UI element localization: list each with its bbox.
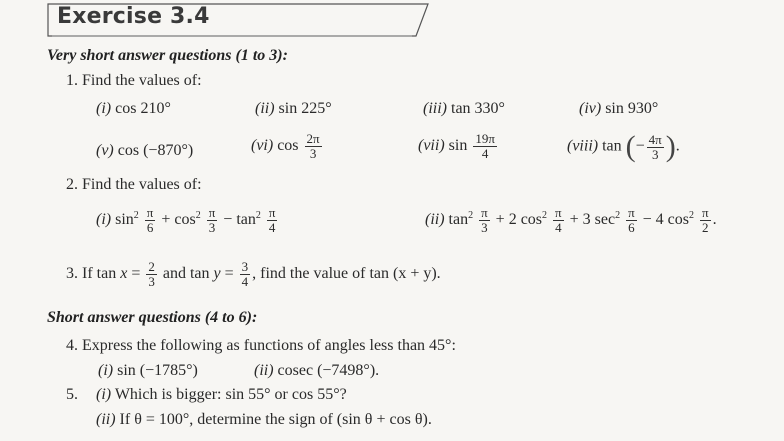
question-number: 2.: [66, 176, 78, 193]
fraction-denominator: 3: [481, 220, 488, 235]
fraction-denominator: 3: [148, 274, 155, 289]
term-function: tan: [448, 211, 469, 229]
left-paren-icon: (: [625, 130, 636, 163]
fraction: [473, 132, 497, 161]
item-label: (ii): [425, 211, 445, 229]
item-expression: sin 930°: [605, 100, 659, 117]
q1-item-vii: [418, 132, 499, 161]
fraction: [553, 206, 564, 235]
q5-item-ii: [96, 411, 432, 429]
page-title: Exercise 3.4: [57, 4, 210, 29]
fraction-numerator: 19π: [475, 131, 495, 146]
question-2: [66, 176, 202, 194]
fraction-denominator: 4: [481, 146, 489, 161]
item-expression: sin 225°: [278, 100, 332, 117]
term-function: + 3 sec: [569, 211, 616, 229]
fraction-numerator: 3: [241, 259, 249, 274]
q2-item-ii: [425, 206, 717, 235]
item-label: (i): [96, 386, 112, 403]
fraction-numerator: π: [628, 205, 635, 220]
section-heading-short: Short answer questions (4 to 6):: [47, 309, 258, 326]
minus-sign: −: [635, 137, 645, 155]
q1-item-viii: [567, 130, 680, 164]
q1-item-i: [96, 100, 171, 118]
fraction-numerator: 2π: [306, 131, 320, 146]
fraction-numerator: π: [702, 205, 709, 220]
term-exponent: 2: [468, 209, 474, 221]
term-exponent: 2: [542, 209, 548, 221]
q1-item-vi: [251, 132, 324, 161]
q4-item-i: [98, 362, 198, 380]
term-exponent: 2: [195, 209, 201, 221]
item-label: (ii): [96, 411, 116, 428]
trailing-period: .: [712, 211, 717, 229]
fraction: [207, 206, 218, 235]
item-text: If θ = 100°, determine the sign of (sin θ + cos θ).: [119, 411, 432, 428]
item-function: sin: [448, 137, 468, 155]
item-label: (iv): [579, 100, 602, 117]
fraction-denominator: 4: [241, 274, 249, 289]
q1-item-v: [96, 142, 193, 160]
fraction: [305, 132, 322, 161]
item-label: (vii): [418, 137, 445, 155]
item-label: (vi): [251, 137, 274, 155]
fraction-denominator: 3: [208, 220, 216, 235]
question-number: 3.: [66, 265, 78, 283]
q2-item-i: [96, 206, 279, 235]
item-expression: cos 210°: [115, 100, 171, 117]
question-4: [66, 337, 456, 355]
term-function: + 2 cos: [495, 211, 543, 229]
q1-item-iii: [423, 100, 505, 118]
term-exponent: 2: [689, 209, 694, 221]
item-expression: sin (−1785°): [117, 362, 198, 379]
fraction-numerator: 2: [148, 259, 155, 274]
item-function: tan: [602, 137, 622, 155]
fraction-denominator: 4: [268, 220, 276, 235]
q1-item-ii: [255, 100, 332, 118]
fraction-numerator: π: [555, 205, 562, 220]
equals-sign: =: [131, 265, 141, 283]
item-text: Which is bigger: sin 55° or cos 55°?: [114, 386, 347, 403]
item-function: cos: [277, 137, 299, 155]
variable-x: x: [120, 265, 128, 283]
fraction-denominator: 6: [628, 220, 635, 235]
question-number: 4.: [66, 337, 78, 354]
question-text: and tan: [162, 265, 210, 283]
term-function: − tan: [223, 211, 256, 229]
item-label: (i): [96, 211, 112, 229]
item-label: (i): [98, 362, 114, 379]
item-expression: cosec (−7498°).: [277, 362, 380, 379]
term-function: + cos: [161, 211, 196, 229]
fraction-numerator: π: [146, 205, 154, 220]
fraction: [479, 206, 490, 235]
item-label: (v): [96, 142, 114, 159]
term-exponent: 2: [615, 209, 621, 221]
question-1: [66, 72, 202, 90]
term-function: sin: [115, 211, 134, 229]
fraction: [700, 206, 711, 235]
fraction-denominator: 2: [702, 220, 709, 235]
fraction-numerator: π: [268, 205, 276, 220]
right-paren-icon: ): [665, 130, 676, 163]
question-prompt: Find the values of:: [82, 72, 202, 89]
fraction: [146, 260, 157, 289]
question-5: [66, 386, 347, 404]
q4-item-ii: [254, 362, 379, 380]
fraction-numerator: 4π: [648, 131, 662, 147]
question-prompt: Find the values of:: [82, 176, 202, 193]
item-expression: cos (−870°): [117, 142, 194, 159]
term-function: − 4 cos: [642, 211, 689, 229]
trailing-period: .: [675, 137, 680, 155]
question-number: 1.: [66, 72, 78, 89]
question-text: , find the value of tan (x + y).: [252, 265, 441, 283]
fraction-denominator: 4: [555, 220, 562, 235]
term-exponent: 2: [255, 209, 261, 221]
section-heading-very-short: Very short answer questions (1 to 3):: [47, 47, 288, 64]
term-exponent: 2: [133, 209, 139, 221]
item-label: (viii): [567, 137, 599, 155]
item-expression: tan 330°: [451, 100, 505, 117]
item-label: (ii): [254, 362, 274, 379]
fraction-denominator: 3: [651, 146, 659, 162]
fraction-numerator: π: [481, 205, 488, 220]
fraction-numerator: π: [208, 205, 216, 220]
fraction: [240, 260, 251, 289]
fraction: [647, 133, 664, 162]
item-label: (ii): [255, 100, 275, 117]
question-text: If tan: [82, 265, 117, 283]
q1-item-iv: [579, 100, 658, 118]
fraction: [626, 206, 637, 235]
fraction-denominator: 3: [309, 146, 317, 161]
fraction: [145, 206, 156, 235]
fraction-denominator: 6: [146, 220, 154, 235]
item-label: (i): [96, 100, 112, 117]
question-prompt: Express the following as functions of angles less than 45°:: [82, 337, 456, 354]
question-number: 5.: [66, 386, 78, 403]
variable-y: y: [213, 265, 221, 283]
question-3: [66, 260, 441, 289]
item-label: (iii): [423, 100, 447, 117]
equals-sign: =: [224, 265, 234, 283]
fraction: [267, 206, 278, 235]
